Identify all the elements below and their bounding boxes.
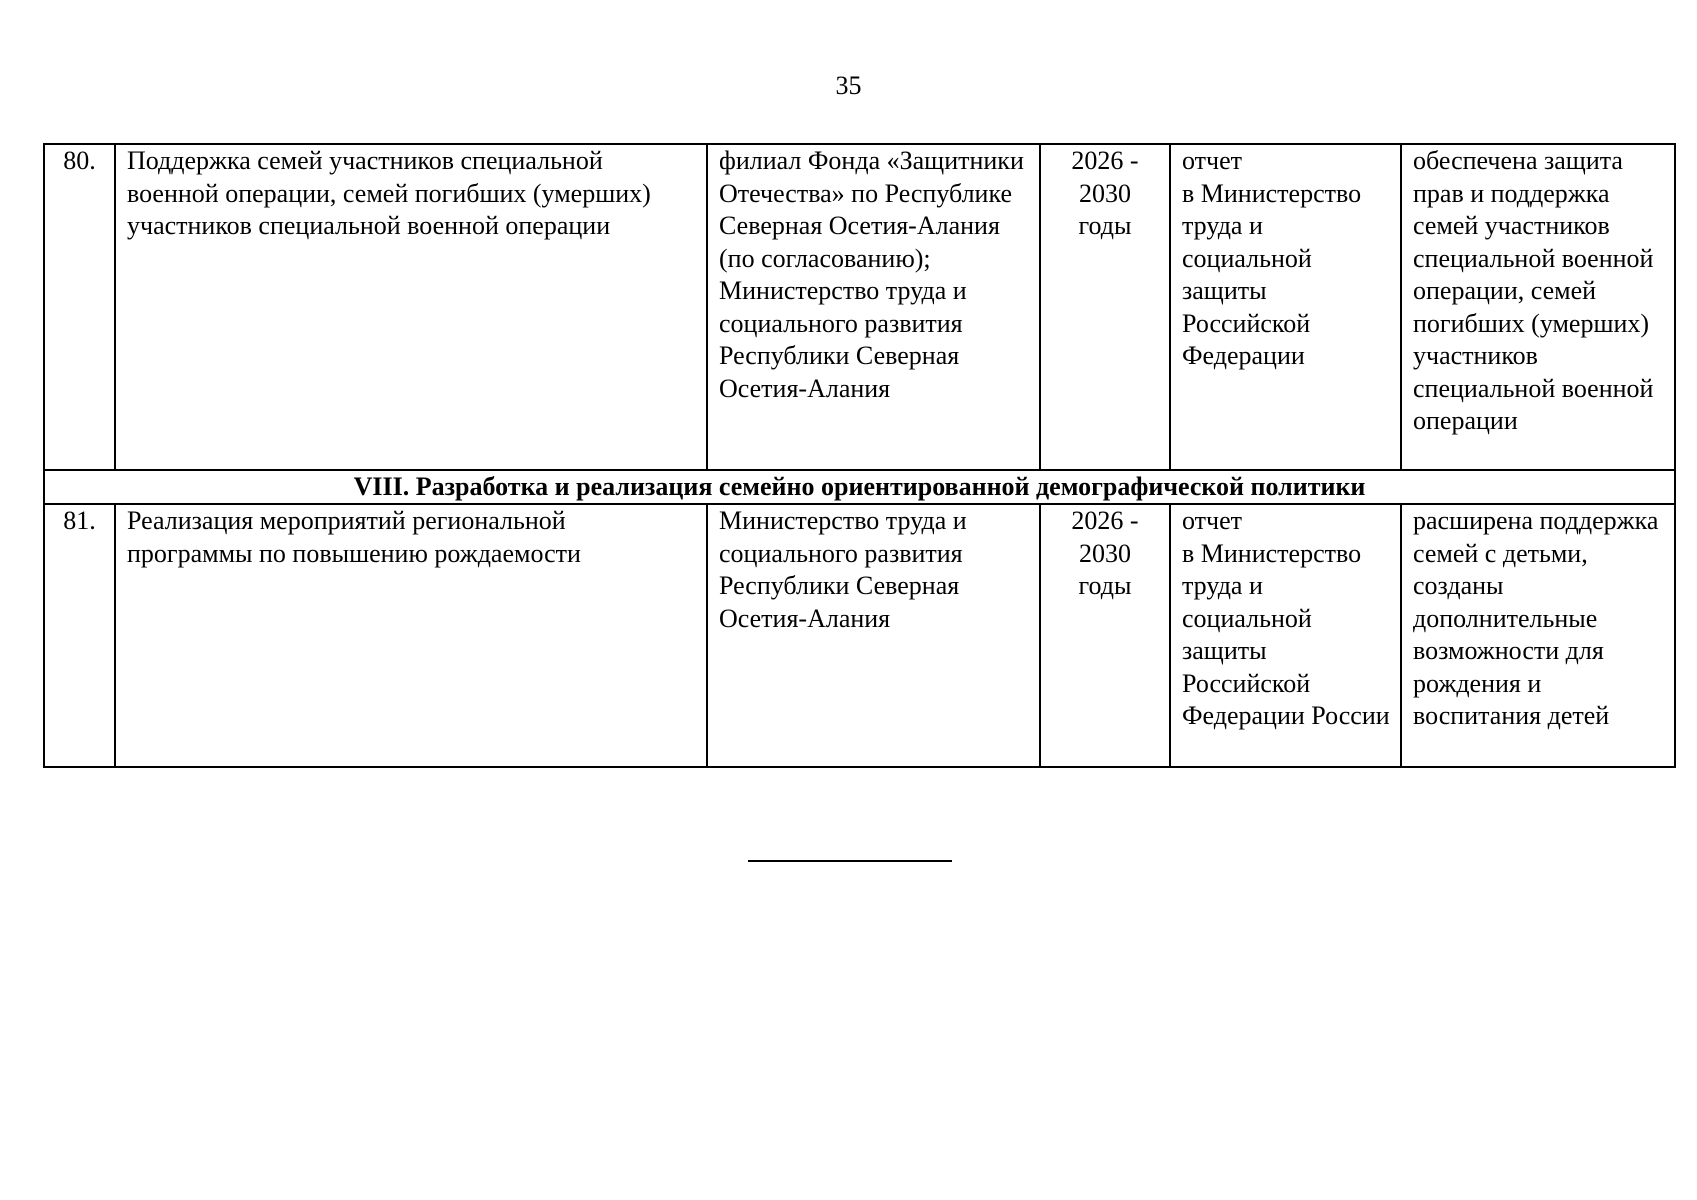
report-cell: отчет в Министерство труда и социальной защиты Российской Федерации России xyxy=(1170,504,1401,767)
period-cell: 2026 - 2030 годы xyxy=(1040,144,1170,470)
report-cell: отчет в Министерство труда и социальной защиты Российской Федерации xyxy=(1170,144,1401,470)
row-number: 80. xyxy=(44,144,115,470)
row-number: 81. xyxy=(44,504,115,767)
table-row xyxy=(44,144,1675,470)
measures-table xyxy=(43,143,1676,768)
page-number: 35 xyxy=(835,71,862,100)
table-row xyxy=(44,504,1675,767)
period-cell: 2026 - 2030 годы xyxy=(1040,504,1170,767)
section-row xyxy=(44,470,1675,504)
event-cell: Реализация мероприятий региональной программы по повышению рождаемости xyxy=(115,504,707,767)
result-cell: обеспечена защита прав и поддержка семей участников специальной военной операции, семей погибших (умерших) участников специальной военной операции xyxy=(1401,144,1675,470)
event-cell: Поддержка семей участников специальной военной операции, семей погибших (умерших) участников специальной военной операции xyxy=(115,144,707,470)
executors-cell: Министерство труда и социального развития Республики Северная Осетия-Алания xyxy=(707,504,1040,767)
result-cell: расширена поддержка семей с детьми, созданы дополнительные возможности для рождения и воспитания детей xyxy=(1401,504,1675,767)
executors-cell: филиал Фонда «Защитники Отечества» по Республике Северная Осетия-Алания (по согласованию); Министерство труда и социального развития Республики Северная Осетия-Алания xyxy=(707,144,1040,470)
section-title: VIII. Разработка и реализация семейно ориентированной демографической политики xyxy=(44,470,1675,504)
end-of-document-rule xyxy=(748,860,952,862)
